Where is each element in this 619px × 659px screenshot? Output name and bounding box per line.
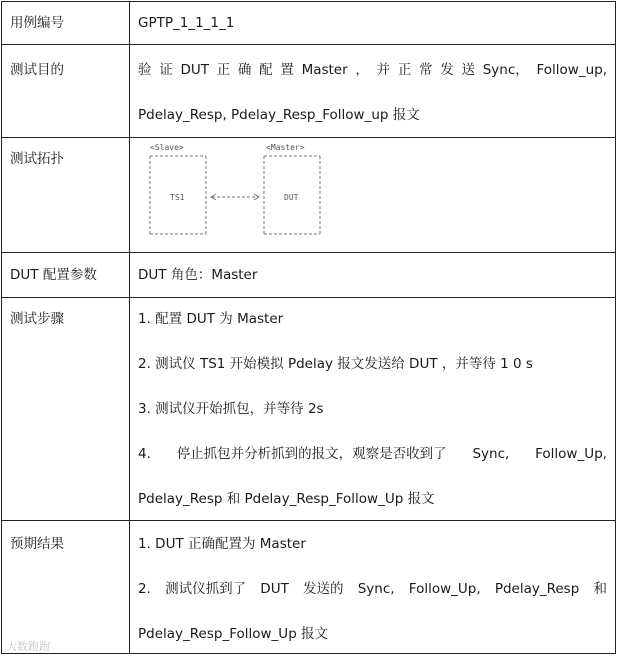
- purpose-word: 验: [138, 62, 152, 78]
- slave-tag: <Slave>: [150, 143, 184, 152]
- purpose-word: Follow_up,: [536, 62, 607, 78]
- master-tag: <Master>: [266, 143, 305, 152]
- step-2: 2. 测试仪 TS1 开始模拟 Pdelay 报文发送给 DUT ，并等待 1 0 s: [138, 356, 533, 372]
- topology-label: 测试拓扑: [10, 151, 64, 167]
- dut-label: DUT: [284, 193, 299, 202]
- purpose-word: Master: [301, 62, 348, 78]
- row-dut-config: [2, 253, 616, 298]
- purpose-word: 确: [237, 62, 252, 78]
- step-4-word: Follow_Up,: [535, 446, 607, 462]
- purpose-line-2: Pdelay_Resp, Pdelay_Resp_Follow_up 报文: [138, 107, 420, 123]
- watermark: 大数跑跑: [6, 640, 50, 653]
- purpose-word: 置: [280, 62, 294, 78]
- topology-label-cell: [2, 138, 130, 253]
- expected-word: 测试仪抓到了: [165, 581, 247, 597]
- link-arrow: [211, 194, 259, 200]
- purpose-word: 正: [397, 62, 412, 78]
- expected-item-1: 1. DUT 正确配置为 Master: [138, 536, 306, 552]
- step-4-line-2: Pdelay_Resp 和 Pdelay_Resp_Follow_Up 报文: [138, 491, 435, 507]
- ts1-label: TS1: [170, 193, 185, 202]
- topology-value-cell: [130, 138, 616, 253]
- purpose-word: 并: [376, 62, 391, 78]
- step-1: 1. 配置 DUT 为 Master: [138, 311, 284, 327]
- purpose-word: 常: [419, 62, 433, 78]
- purpose-word: 发: [440, 62, 454, 78]
- expected-word: 和: [593, 581, 607, 597]
- step-3: 3. 测试仪开始抓包，并等待 2s: [138, 401, 324, 417]
- config-value: DUT 角色：Master: [138, 267, 258, 283]
- expected-label-cell: [2, 521, 130, 654]
- purpose-word: 送: [461, 62, 475, 78]
- expected-word: 发送的: [303, 581, 344, 597]
- steps-value-cell: [130, 298, 616, 521]
- row-test-steps: [2, 298, 616, 521]
- expected-word: 2.: [138, 581, 151, 597]
- row-test-topology: [2, 138, 616, 253]
- step-4-word: 4.: [138, 446, 151, 462]
- case-id-label: 用例编号: [10, 15, 64, 31]
- steps-label-cell: [2, 298, 130, 521]
- purpose-label-cell: [2, 45, 130, 138]
- row-case-id: [2, 2, 616, 45]
- purpose-word: 配: [259, 62, 273, 78]
- row-test-purpose: [2, 45, 616, 138]
- expected-label: 预期结果: [10, 536, 64, 552]
- purpose-line-1: [138, 59, 607, 81]
- expected-word: Pdelay_Resp: [494, 581, 580, 597]
- purpose-word: 正: [216, 62, 231, 78]
- purpose-value-cell: [130, 45, 616, 138]
- expected-word: DUT: [260, 581, 289, 597]
- topology-diagram: [138, 142, 607, 242]
- test-case-table: [1, 1, 616, 654]
- expected-item-2-line-2: Pdelay_Resp_Follow_Up 报文: [138, 626, 329, 642]
- config-value-cell: [130, 253, 616, 298]
- row-expected-result: [2, 521, 616, 654]
- step-4-line-1: [138, 443, 607, 465]
- expected-word: Sync,: [357, 581, 395, 597]
- config-label-cell: [2, 253, 130, 298]
- purpose-word: Sync，: [482, 62, 529, 78]
- purpose-label: 测试目的: [10, 62, 64, 78]
- step-4-word: 停止抓包并分析抓到的报文，观察是否收到了: [176, 446, 447, 462]
- step-4-word: Sync,: [472, 446, 510, 462]
- case-id-label-cell: [2, 2, 130, 45]
- steps-label: 测试步骤: [10, 311, 64, 327]
- purpose-word: DUT: [180, 62, 209, 78]
- case-id-value: GPTP_1_1_1_1: [138, 15, 235, 31]
- config-label: DUT 配置参数: [10, 267, 97, 283]
- case-id-value-cell: [130, 2, 616, 45]
- purpose-word: 证: [159, 62, 173, 78]
- expected-value-cell: [130, 521, 616, 654]
- purpose-word: ，: [355, 62, 369, 78]
- expected-word: Follow_Up,: [408, 581, 481, 597]
- expected-item-2-line-1: [138, 578, 607, 600]
